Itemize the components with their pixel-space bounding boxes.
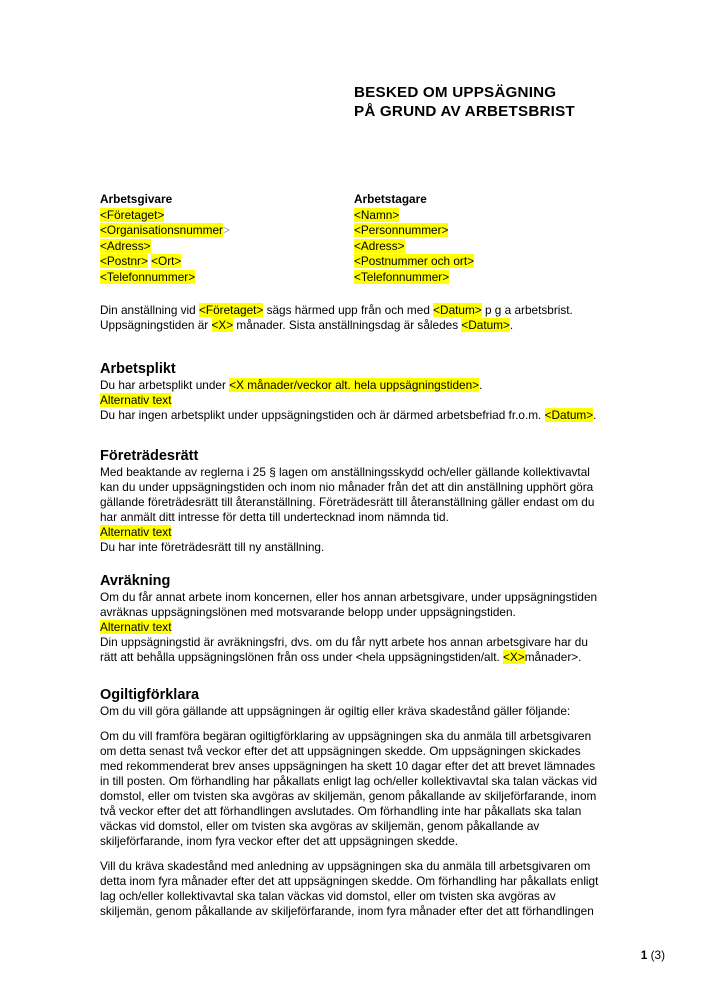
intro-paragraph xyxy=(100,303,640,333)
text-line xyxy=(100,859,640,874)
paragraph xyxy=(100,465,640,555)
text-line xyxy=(100,804,640,819)
section-heading-ogiltigforklara: Ogiltigförklara xyxy=(100,687,200,703)
highlighted-placeholder: <X> xyxy=(503,650,525,664)
text-run: Uppsägningstiden är xyxy=(100,318,212,332)
text-line xyxy=(100,774,640,789)
text-line xyxy=(354,208,608,224)
highlighted-placeholder: <Personnummer> xyxy=(354,223,449,238)
text-line xyxy=(100,834,640,849)
text-run: månader>. xyxy=(524,650,582,664)
highlighted-placeholder: <Adress> xyxy=(100,238,151,253)
text-line xyxy=(100,635,640,650)
text-run: skiljemän, genom påkallande av skiljeförfarande, inom fyra månader efter det att förhandlingen xyxy=(100,904,594,918)
section-heading-foretradesratt: Företrädesrätt xyxy=(100,448,199,464)
text-line xyxy=(100,408,640,423)
text-line xyxy=(100,889,640,904)
text-line xyxy=(100,393,640,408)
section-heading-avrakning: Avräkning xyxy=(100,573,171,589)
text-run: Din anställning vid xyxy=(100,303,200,317)
highlighted-placeholder: <Företaget> xyxy=(100,207,165,222)
section-foretradesratt xyxy=(100,447,640,555)
highlighted-placeholder: <X> xyxy=(211,318,234,332)
highlighted-placeholder: <Datum> xyxy=(544,408,594,422)
text-line xyxy=(100,223,354,239)
text-line xyxy=(100,254,354,270)
paragraph xyxy=(100,590,640,665)
employer-block xyxy=(100,192,354,286)
text-run: detta inom fyra månader efter det att uppsägningen skedde. Om förhandling har påkallats enligt xyxy=(100,874,599,888)
text-run: domstol, eller om tvisten ska avgöras av skiljemän, genom påkallande av skiljeförfarande, inom xyxy=(100,789,597,803)
document-title-line2: PÅ GRUND AV ARBETSBRIST xyxy=(354,103,575,120)
highlighted-placeholder: <Ort> xyxy=(151,254,182,269)
text-line xyxy=(100,303,640,318)
highlighted-placeholder: <Telefonnummer> xyxy=(100,269,196,284)
text-run: om detta senast två veckor efter det att uppsägningen skedde. Om uppsägningen skickades xyxy=(100,744,581,758)
highlighted-placeholder: <Postnr> xyxy=(100,254,148,269)
paragraph xyxy=(100,378,640,423)
highlighted-placeholder: <Telefonnummer> xyxy=(354,269,450,284)
text-run: . xyxy=(479,378,483,392)
text-run: Vill du kräva skadestånd med anledning av uppsägningen ska du anmäla till arbetsgivaren om xyxy=(100,859,591,873)
page-number-total: (3) xyxy=(650,948,665,962)
parties-block xyxy=(100,192,660,286)
highlighted-placeholder: <Adress> xyxy=(354,238,405,253)
text-line xyxy=(100,620,640,635)
text-line xyxy=(100,650,640,665)
highlighted-placeholder: Alternativ text xyxy=(100,525,172,539)
text-run: med rekommenderat brev anses uppsägningen ha skett 10 dagar efter det att brevet lämnades xyxy=(100,759,596,773)
text-run: Din uppsägningstid är avräkningsfri, dvs. om du får nytt arbete hos annan arbetsgivare har du xyxy=(100,635,588,649)
text-run: . xyxy=(509,318,514,332)
text-run: . xyxy=(593,408,597,422)
text-line xyxy=(100,540,640,555)
page-number-footer xyxy=(641,948,665,963)
text-run: sägs härmed upp från och med xyxy=(263,303,434,317)
document-title xyxy=(354,83,575,121)
text-line xyxy=(100,270,354,286)
highlighted-placeholder: <X månader/veckor alt. hela uppsägningstiden> xyxy=(229,378,480,392)
employee-fields xyxy=(354,208,608,286)
text-line xyxy=(100,208,354,224)
text-run: har anmält ditt intresse för detta till undertecknad inom nämnda tid. xyxy=(100,510,449,524)
highlighted-placeholder: Alternativ text xyxy=(100,620,172,634)
section-arbetsplikt xyxy=(100,360,640,423)
text-run: skiljeförfarande, inom fyra veckor efter det att uppsägningen skedde. xyxy=(100,834,459,848)
highlighted-placeholder: <Namn> xyxy=(354,207,400,222)
text-line xyxy=(100,525,640,540)
text-run: Om du får annat arbete inom koncernen, eller hos annan arbetsgivare, under uppsägningstiden xyxy=(100,590,598,604)
text-line xyxy=(100,495,640,510)
highlighted-placeholder: <Datum> xyxy=(461,318,510,332)
text-run: kan du under uppsägningstiden och inom nio månader från det att din anställning upphört göra xyxy=(100,480,594,494)
paragraph xyxy=(100,859,640,919)
section-heading-arbetsplikt: Arbetsplikt xyxy=(100,361,176,377)
section-avrakning xyxy=(100,572,640,665)
highlighted-placeholder: <Postnummer och ort> xyxy=(354,254,474,269)
text-run: Du har arbetsplikt under xyxy=(100,378,230,392)
text-run: p g a arbetsbrist. xyxy=(481,303,573,317)
highlighted-placeholder: <Organisationsnummer xyxy=(100,223,223,238)
text-line xyxy=(100,239,354,255)
text-line xyxy=(100,874,640,889)
highlighted-placeholder: <Företaget> xyxy=(199,303,264,317)
page-number-current: 1 xyxy=(640,948,648,962)
text-run: Du har ingen arbetsplikt under uppsägningstiden och är därmed arbetsbefriad fr.o.m. xyxy=(100,408,545,422)
text-line xyxy=(100,510,640,525)
highlighted-placeholder: <Datum> xyxy=(433,303,482,317)
text-run: Om du vill framföra begäran ogiltigförklaring av uppsägningen ska du anmäla till arbetsgivaren xyxy=(100,729,592,743)
text-run: månader. Sista anställningsdag är således xyxy=(233,318,462,332)
muted-text: > xyxy=(222,223,230,238)
text-line xyxy=(100,789,640,804)
text-run: lag och/eller kollektivavtal ska talan väckas vid domstol, eller om tvisten ska avgöras av xyxy=(100,889,556,903)
text-line xyxy=(354,270,608,286)
text-line xyxy=(354,223,608,239)
text-run: väckas vid domstol, eller om tvisten ska avgöras av skiljemän, genom påkallande av xyxy=(100,819,540,833)
employee-heading: Arbetstagare xyxy=(354,192,427,206)
text-line xyxy=(354,254,608,270)
text-line xyxy=(100,904,640,919)
text-line xyxy=(100,465,640,480)
text-run: Med beaktande av reglerna i 25 § lagen om anställningsskydd och/eller gällande kollektivavtal xyxy=(100,465,590,479)
highlighted-placeholder: Alternativ text xyxy=(100,393,172,407)
text-run: två veckor efter det att förhandlingen avslutades. Om förhandling inte har påkallats ska talan xyxy=(100,804,582,818)
section-ogiltigforklara xyxy=(100,686,640,919)
text-line xyxy=(100,759,640,774)
text-line xyxy=(100,605,640,620)
text-line xyxy=(100,480,640,495)
document-title-line1: BESKED OM UPPSÄGNING xyxy=(354,84,557,101)
paragraph xyxy=(100,704,640,719)
text-run: avräknas uppsägningslönen med motsvarande belopp under uppsägningstiden. xyxy=(100,605,516,619)
employer-fields xyxy=(100,208,354,286)
text-line xyxy=(100,318,640,333)
text-run: in till posten. Om förhandling har påkallats enligt lag och/eller kollektivavtal ska talan väckas vid xyxy=(100,774,598,788)
text-line xyxy=(100,590,640,605)
employer-heading: Arbetsgivare xyxy=(100,192,173,206)
paragraph xyxy=(100,729,640,849)
text-line xyxy=(354,239,608,255)
employee-block xyxy=(354,192,608,286)
text-line xyxy=(100,378,640,393)
text-run: rätt att behålla uppsägningslönen från oss under <hela uppsägningstiden/alt. xyxy=(100,650,504,664)
text-line xyxy=(100,819,640,834)
text-line xyxy=(100,744,640,759)
text-line xyxy=(100,704,640,719)
text-line xyxy=(100,729,640,744)
text-run: Du har inte företrädesrätt till ny anställning. xyxy=(100,540,325,554)
text-run: Om du vill göra gällande att uppsägningen är ogiltig eller kräva skadestånd gäller följande: xyxy=(100,704,571,718)
text-run: gällande företrädesrätt till återanställning. Företrädesrätt till återanställning gäller endast om du xyxy=(100,495,595,509)
